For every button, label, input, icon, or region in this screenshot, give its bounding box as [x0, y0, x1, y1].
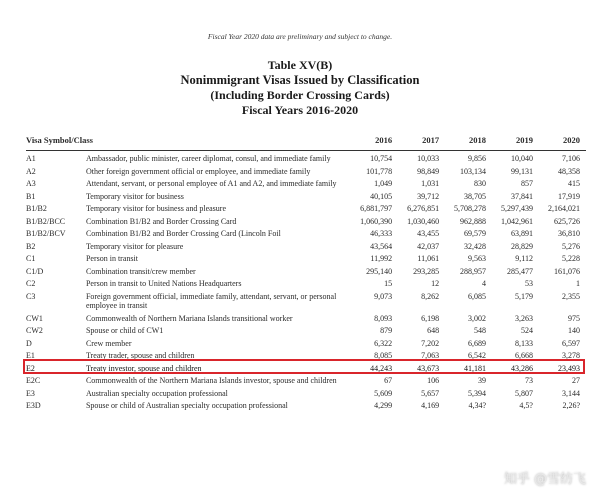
- visa-symbol: CW2: [26, 326, 43, 335]
- visa-class-description: Australian specialty occupation professional: [85, 388, 228, 398]
- table-row: [26, 176, 586, 189]
- visa-class-description: Temporary visitor for pleasure: [85, 241, 184, 251]
- visa-count: 6,276,851: [407, 204, 440, 213]
- visa-symbol: E2: [26, 363, 35, 373]
- visa-symbol: D: [26, 338, 32, 348]
- visa-class-description: Temporary visitor for business and pleasure: [85, 204, 227, 213]
- visa-count: 7,063: [421, 351, 440, 360]
- visa-count: 140: [568, 326, 580, 335]
- visa-count: 625,726: [554, 216, 580, 226]
- visa-count: 73: [524, 376, 533, 385]
- table-heading: Nonimmigrant Visas Issued by Classification: [180, 73, 420, 87]
- visa-class-description: Combination B1/B2 and Border Crossing Card (Lincoln Foil: [85, 229, 281, 238]
- visa-count: 7,202: [421, 338, 440, 348]
- visa-symbol: B2: [26, 241, 36, 251]
- visa-count: 67: [384, 376, 393, 385]
- visa-count: 879: [380, 326, 393, 335]
- visa-count: 2,164,021: [548, 204, 580, 213]
- visa-count: 99,131: [510, 166, 533, 176]
- table-row: [26, 373, 586, 386]
- visa-count: 6,689: [468, 338, 487, 348]
- visa-count: 9,073: [374, 291, 393, 301]
- visa-class-description: Commonwealth of Northern Mariana Islands transitional worker: [85, 313, 293, 323]
- visa-count: 285,477: [506, 266, 533, 276]
- visa-class-description: Combination B1/B2 and Border Crossing Card: [85, 216, 237, 226]
- visa-count: 6,597: [562, 338, 580, 348]
- visa-symbol: C1: [26, 254, 36, 263]
- visa-class-description: Spouse or child of CW1: [85, 326, 164, 335]
- visa-count: 10,754: [370, 154, 393, 163]
- visa-class-description: Foreign government official, immediate family, attendant, servant, or personal employee in transit: [85, 291, 337, 310]
- table-subheading: (Including Border Crossing Cards): [210, 88, 390, 102]
- visa-count: 10,033: [417, 154, 440, 163]
- visa-count: 2,355: [562, 291, 580, 301]
- visa-count: 4,5?: [519, 401, 533, 410]
- visa-symbol: A3: [26, 179, 36, 188]
- visa-count: 63,891: [510, 229, 533, 238]
- column-header-year: 2017: [398, 132, 445, 151]
- visa-class-description: Ambassador, public minister, career diplomat, consul, and immediate family: [85, 154, 331, 163]
- visa-count: 106: [427, 376, 440, 385]
- table-row: [26, 226, 586, 239]
- visa-count: 295,140: [366, 266, 393, 276]
- visa-count: 6,322: [374, 338, 393, 348]
- column-header-year: 2019: [492, 132, 539, 151]
- visa-count: 6,198: [421, 313, 440, 323]
- visa-count: 38,705: [464, 191, 487, 201]
- visa-count: 8,085: [374, 351, 393, 360]
- visa-count: 648: [427, 326, 440, 335]
- visa-symbol: B1/B2/BCC: [26, 216, 66, 226]
- visa-count: 6,881,797: [360, 204, 393, 213]
- visa-symbol: B1/B2: [26, 204, 47, 213]
- visa-count: 4: [482, 279, 487, 288]
- visa-count: 1,031: [421, 179, 440, 188]
- visa-count: 548: [474, 326, 487, 335]
- visa-symbol: A1: [26, 154, 36, 163]
- visa-class-description: Person in transit: [85, 254, 138, 263]
- visa-count: 69,579: [464, 229, 487, 238]
- table-row: [26, 386, 586, 399]
- table-row: [26, 336, 586, 349]
- visa-symbol: E3D: [26, 401, 41, 410]
- visa-count: 3,278: [562, 351, 580, 360]
- visa-class-description: Temporary visitor for business: [85, 191, 184, 201]
- visa-count: 5,657: [421, 388, 440, 398]
- preliminary-note: Fiscal Year 2020 data are preliminary and subject to change.: [207, 32, 393, 41]
- table-row: [26, 289, 586, 311]
- visa-symbol: E1: [26, 351, 35, 360]
- visa-count: 3,002: [468, 313, 487, 323]
- visa-count: 9,856: [468, 154, 487, 163]
- visa-class-description: Combination transit/crew member: [85, 266, 196, 276]
- visa-count: 48,358: [558, 166, 580, 176]
- visa-count: 5,276: [562, 241, 580, 251]
- visa-count: 5,807: [514, 388, 533, 398]
- visa-count: 41,181: [464, 363, 487, 373]
- table-row: [26, 214, 586, 227]
- visa-count: 524: [520, 326, 533, 335]
- visa-count: 37,841: [510, 191, 533, 201]
- visa-count: 53: [524, 279, 533, 288]
- visa-count: 12: [431, 279, 440, 288]
- visa-count: 5,228: [562, 254, 580, 263]
- visa-count: 11,992: [370, 254, 393, 263]
- visa-symbol: B1: [26, 191, 36, 201]
- visa-count: 6,085: [468, 291, 487, 301]
- visa-count: 3,263: [514, 313, 533, 323]
- visa-count: 9,563: [468, 254, 487, 263]
- visa-class-description: Crew member: [85, 338, 132, 348]
- visa-count: 288,957: [460, 266, 487, 276]
- visa-count: 42,037: [417, 241, 440, 251]
- table-row: [26, 264, 586, 277]
- visa-count: 43,564: [370, 241, 393, 251]
- visa-symbol: E3: [26, 388, 35, 398]
- visa-count: 5,297,439: [500, 204, 533, 213]
- visa-count: 415: [568, 179, 580, 188]
- table-number: Table XV(B): [267, 58, 333, 72]
- visa-count: 1,060,390: [360, 216, 393, 226]
- visa-count: 161,076: [554, 266, 580, 276]
- watermark: 知乎 @雪纺飞: [503, 472, 586, 487]
- visa-count: 9,112: [515, 254, 533, 263]
- visa-count: 23,493: [558, 363, 580, 373]
- visa-count: 975: [568, 313, 580, 323]
- table-row: [26, 276, 586, 289]
- table-row: [26, 189, 586, 202]
- visa-count: 39,712: [417, 191, 440, 201]
- visa-count: 1,030,460: [407, 216, 440, 226]
- visa-symbol: C1/D: [26, 266, 44, 276]
- column-header-year: 2020: [539, 132, 586, 151]
- visa-symbol: E2C: [26, 376, 41, 385]
- visa-symbol: B1/B2/BCV: [26, 229, 66, 238]
- visa-class-description: Commonwealth of the Northern Mariana Islands investor, spouse and children: [85, 376, 337, 385]
- visa-class-description: Other foreign government official or employee, and immediate family: [85, 166, 311, 176]
- visa-class-description: Treaty trader, spouse and children: [85, 351, 195, 360]
- table-row: [26, 151, 586, 164]
- visa-count: 6,542: [468, 351, 487, 360]
- visa-count: 293,285: [413, 266, 440, 276]
- visa-count: 8,262: [421, 291, 440, 301]
- visa-count: 1,042,961: [500, 216, 533, 226]
- visa-class-description: Spouse or child of Australian specialty occupation professional: [85, 401, 288, 410]
- visa-count: 830: [474, 179, 487, 188]
- visa-count: 32,428: [464, 241, 487, 251]
- visa-count: 4,169: [421, 401, 440, 410]
- column-header-year: 2018: [445, 132, 492, 151]
- visa-count: 8,093: [374, 313, 393, 323]
- fiscal-years: Fiscal Years 2016-2020: [241, 103, 359, 117]
- visa-count: 1: [576, 279, 580, 288]
- visa-count: 4,34?: [468, 401, 487, 410]
- visa-symbol: CW1: [26, 313, 43, 323]
- column-header-symbol: Visa Symbol/Class: [26, 132, 351, 151]
- visa-symbol: C3: [26, 291, 36, 301]
- visa-class-description: Person in transit to United Nations Headquarters: [85, 279, 242, 288]
- visa-class-description: Treaty investor, spouse and children: [85, 363, 202, 373]
- visa-symbol: C2: [26, 279, 36, 288]
- visa-count: 7,106: [562, 154, 580, 163]
- visa-count: 98,849: [417, 166, 440, 176]
- visa-count: 5,609: [374, 388, 393, 398]
- table-title: [0, 58, 600, 118]
- highlight-box: [23, 359, 585, 375]
- visa-count: 101,778: [366, 166, 393, 176]
- visa-count: 39: [478, 376, 487, 385]
- visa-count: 3,144: [562, 388, 580, 398]
- visa-count: 27: [572, 376, 580, 385]
- visa-count: 8,133: [514, 338, 533, 348]
- visa-count: 46,333: [370, 229, 393, 238]
- visa-symbol: A2: [26, 166, 36, 176]
- table-row: [26, 398, 586, 411]
- visa-count: 5,179: [514, 291, 533, 301]
- visa-count: 43,455: [417, 229, 440, 238]
- visa-count: 6,668: [514, 351, 533, 360]
- visa-count: 5,394: [468, 388, 487, 398]
- visa-count: 40,105: [370, 191, 393, 201]
- visa-count: 5,708,278: [454, 204, 487, 213]
- visa-count: 857: [520, 179, 533, 188]
- table-row: [26, 201, 586, 214]
- visa-count: 44,243: [370, 363, 393, 373]
- visa-count: 28,829: [510, 241, 533, 251]
- visa-count: 1,049: [374, 179, 393, 188]
- visa-count: 43,286: [510, 363, 533, 373]
- visa-count: 36,810: [558, 229, 580, 238]
- visa-count: 2,26?: [562, 401, 580, 410]
- visa-class-description: Attendant, servant, or personal employee of A1 and A2, and immediate family: [85, 179, 337, 188]
- visa-count: 103,134: [460, 166, 487, 176]
- table-row: [26, 164, 586, 177]
- table-row: [26, 251, 586, 264]
- visa-count: 15: [384, 279, 393, 288]
- table-row: [26, 239, 586, 252]
- visa-count: 17,919: [558, 191, 580, 201]
- visa-count: 11,061: [417, 254, 440, 263]
- visa-count: 10,040: [510, 154, 533, 163]
- visa-count: 4,299: [374, 401, 393, 410]
- table-row: [26, 311, 586, 324]
- header-row: [26, 132, 586, 151]
- visa-count: 43,673: [417, 363, 440, 373]
- table-row: [26, 323, 586, 336]
- column-header-year: 2016: [351, 132, 398, 151]
- visa-count: 962,888: [460, 216, 487, 226]
